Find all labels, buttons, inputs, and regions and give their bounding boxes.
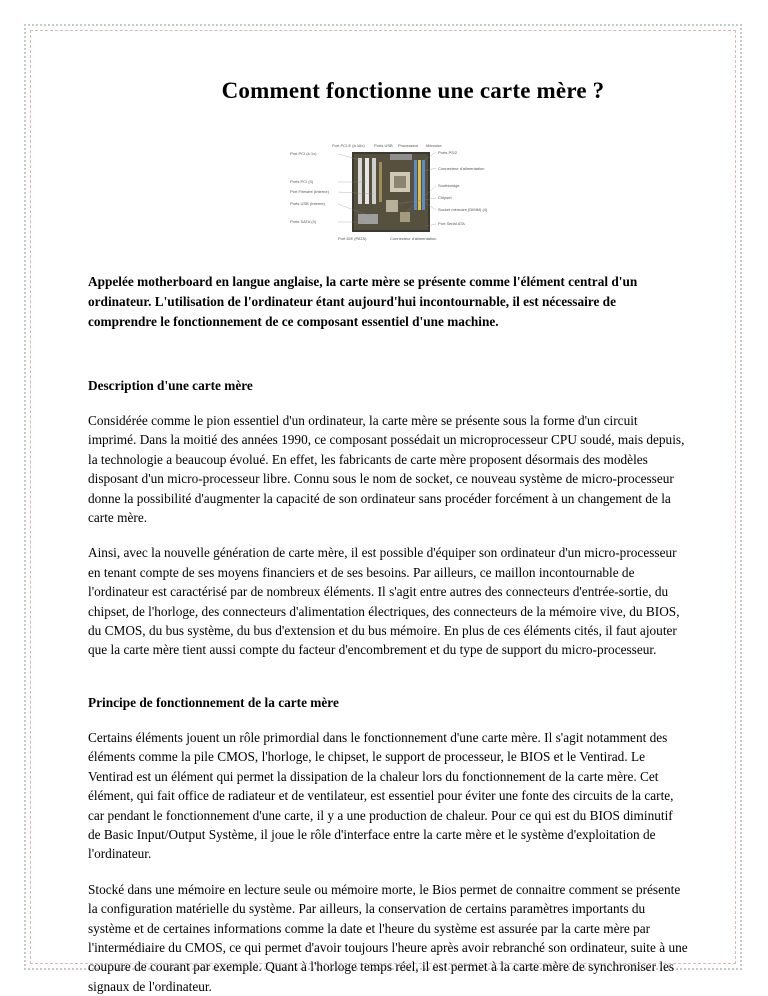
- section-heading-principe: Principe de fonctionnement de la carte mère: [88, 694, 339, 710]
- document-title: Comment fonctionne une carte mère ?: [221, 78, 605, 103]
- intro-paragraph: Appelée motherboard en langue anglaise, la carte mère se présente comme l'élément central d'un ordinateur. L'utilisation de l'ordinateur étant aujourd'hui incontournable, il est nécessaire de comprendre le fonctionnement de ce composant essentiel d'une machine.: [88, 274, 638, 329]
- motherboard-diagram: [286, 142, 502, 244]
- label-memoire: Mémoire: [426, 143, 442, 148]
- section-heading-description: Description d'une carte mère: [88, 378, 253, 393]
- description-paragraph-1: Considérée comme le pion essentiel d'un ordinateur, la carte mère se présente sous la forme d'un circuit imprimé. Dans la moitié des années 1990, ce composant possédait un microprocesseur CPU soudé, mais depuis, la technologie a beaucoup évolué. En effet, les fabricants de carte mère proposent désormais des modèles disposant d'un micro-processeur libre. Connu sous le nom de socket, ce nouveau système de micro-processeur donne la possibilité d'augmenter la capacité de son ordinateur sans procéder forcément à un changement de la carte mère.: [88, 413, 685, 526]
- label-southbridge: Southbridge: [438, 183, 460, 188]
- label-port-pci-1x: Port PCI (à 1x): [290, 151, 317, 156]
- motherboard-illustration: [286, 142, 502, 244]
- label-ports-usb: Ports USB: [374, 143, 393, 148]
- label-port-serial-ata: Port Serial ATA: [438, 221, 465, 226]
- document-page: [88, 78, 688, 996]
- label-port-ide: Port IDE (PATA): [338, 236, 367, 241]
- label-connecteur-alim: Connecteur d'alimentation: [438, 166, 485, 171]
- label-socket-memoire: Socket mémoire (DIMM) (4): [438, 207, 488, 212]
- principe-paragraph-1: Certains éléments jouent un rôle primordial dans le fonctionnement d'une carte mère. Il s'agit notamment des éléments comme la pile CMOS, l'horloge, le chipset, le support de processeur, le BIOS et le Ventirad. Le Ventirad est un élément qui permet la dissipation de la chaleur lors du fonctionnement de la carte mère. Cet élément, qui fait office de radiateur et de ventilateur, est essentiel pour éviter une fonte des circuits de la carte, car pendant le fonctionnement d'une carte, il y a une production de chaleur. Pour ce qui est du BIOS diminutif de Basic Input/Output Système, il joue le rôle d'interface entre la carte mère et le système d'exploitation de l'ordinateur.: [88, 729, 674, 862]
- description-paragraph-2: Ainsi, avec la nouvelle génération de carte mère, il est possible d'équiper son ordinateur d'un micro-processeur en tenant compte de ses moyens financiers et de ses besoins. Par ailleurs, ce maillon incontournable de l'ordinateur est caractérisé par de nombreux éléments. Il s'agit entre autres des connecteurs d'entrée-sortie, du chipset, de l'horloge, des connecteurs d'alimentation électriques, des connecteurs de la mémoire vive, du BIOS, du CMOS, du bus système, du bus d'extension et du bus mémoire. En plus de ces éléments cités, il faut ajouter que la carte mère tient aussi compte du facteur d'encombrement et du type de support du micro-processeur.: [88, 545, 680, 658]
- label-ports-ps2: Ports PS/2: [438, 150, 458, 155]
- label-port-pcie: Port PCI-E (à 16x): [332, 143, 365, 148]
- label-port-firewire: Port Firewire (Interne): [290, 189, 329, 194]
- label-chipset: Chipset: [438, 195, 452, 200]
- principe-paragraph-2: Stocké dans une mémoire en lecture seule ou mémoire morte, le Bios permet de connaitre comment se présente la configuration matérielle du système. Par ailleurs, la conservation de certains paramètres importants du système et de certaines informations comme la date et l'heure du système est assurée par la carte mère par l'intermédiaire du CMOS, ce qui permet d'avoir toujours l'heure après avoir rebranché son ordinateur, suite à une coupure de courant par exemple. Quant à l'horloge temps réel, il est permet à la carte mère de synchroniser les signaux de l'ordinateur.: [88, 881, 688, 994]
- label-ports-usb-internal: Ports USB (Interne): [290, 201, 325, 206]
- label-ports-sata: Ports SATA (4): [290, 219, 317, 224]
- label-processeur: Processeur: [398, 143, 419, 148]
- label-ports-pci: Ports PCI (3): [290, 179, 314, 184]
- label-connecteur-alim-bottom: Connecteur d'alimentation: [390, 236, 437, 241]
